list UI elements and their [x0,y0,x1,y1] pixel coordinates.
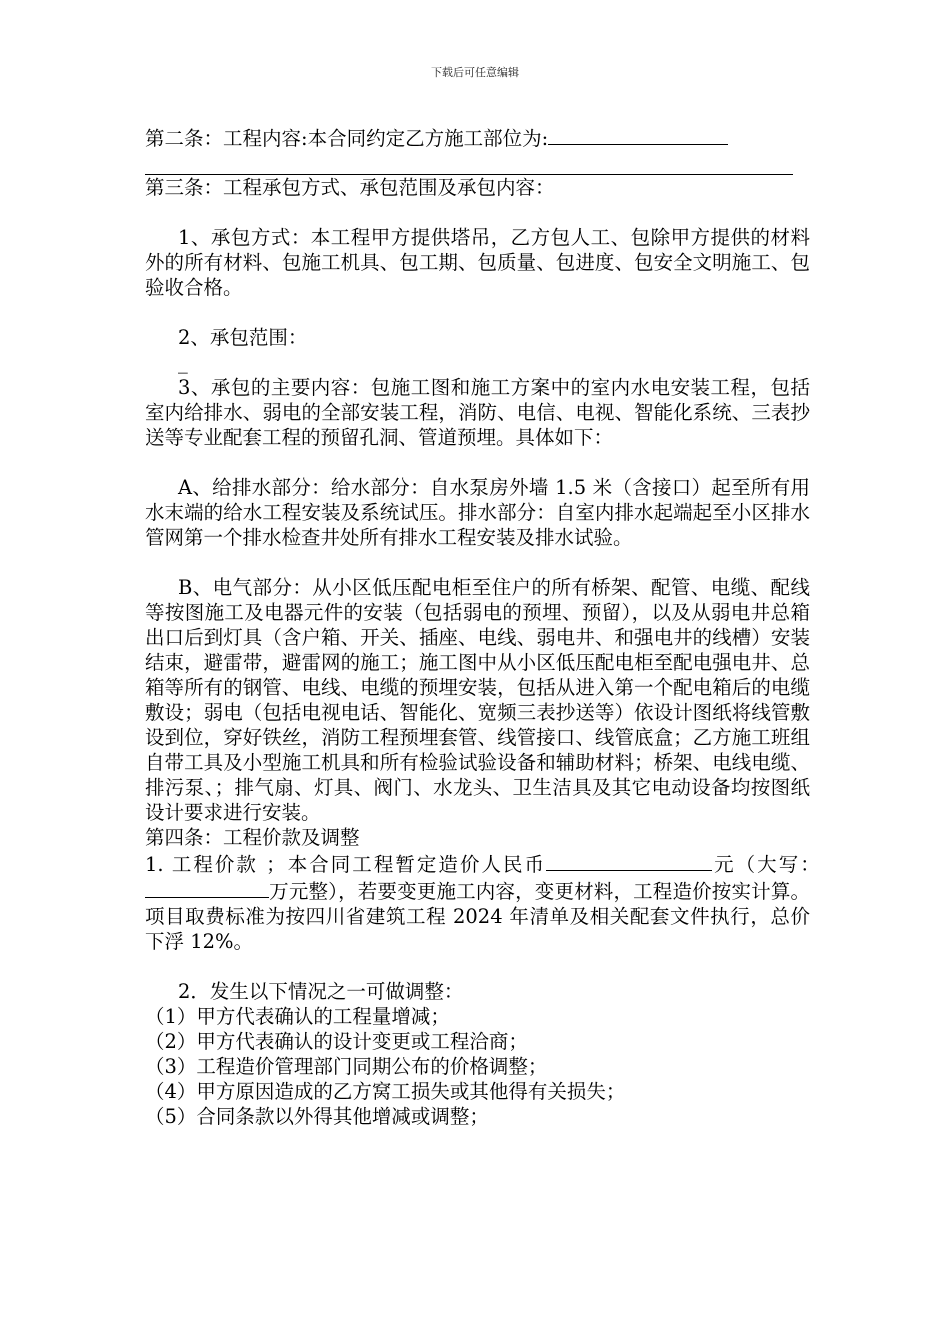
adjust-item: （4）甲方原因造成的乙方窝工损失或其他得有关损失； [145,1080,626,1103]
adjust-item: （5）合同条款以外得其他增减或调整； [145,1105,489,1128]
adjust-title: 2．发生以下情况之一可做调整： [178,980,464,1003]
price-amount-blank [546,850,712,871]
construction-area-blank [548,124,728,145]
price-capital-blank [145,877,269,898]
header-note: 下载后可任意编辑 [431,66,519,79]
adjust-item: （2）甲方代表确认的设计变更或工程洽商； [145,1030,528,1053]
price-text-b: 元（大写： [712,853,810,876]
contract-body [145,124,810,1129]
article-2-text: 第二条：工程内容:本合同约定乙方施工部位为: [145,127,549,150]
article-3-item-2: 2、承包范围： [178,326,308,349]
article-4-title: 第四条：工程价款及调整 [145,826,360,849]
article-4-price [145,850,810,954]
article-3-item-1: 1、承包方式：本工程甲方提供塔吊，乙方包人工、包除甲方提供的材料外的所有材料、包施工机具、包工期、包质量、包进度、包安全文明施工、包验收合格。 [145,226,810,299]
construction-area-blank-line [145,151,793,175]
article-3-item-b: B、电气部分：从小区低压配电柜至住户的所有桥架、配管、电缆、配线等按图施工及电器元件的安装（包括弱电的预埋、预留），以及从弱电井总箱出口后到灯具（含户箱、开关、插座、电线、弱电井、和强电井的线槽）安装结束，避雷带，避雷网的施工；施工图中从小区低压配电柜至配电强电井、总箱等所有的钢管、电线、电缆的预埋安装，包括从进入第一个配电箱后的电缆敷设；弱电（包括电视电话、智能化、宽频三表抄送等）依设计图纸将线管敷设到位，穿好铁丝，消防工程预埋套管、线管接口、线管底盒；乙方施工班组自带工具及小型施工机具和所有检验试验设备和辅助材料；桥架、电线电缆、排污泵、；排气扇、灯具、阀门、水龙头、卫生洁具及其它电动设备均按图纸设计要求进行安装。 [145,576,810,824]
article-2 [145,124,810,151]
article-3-title: 第三条：工程承包方式、承包范围及承包内容： [145,176,555,199]
article-3-item-2-blank: _ [178,351,188,374]
adjust-item: （1）甲方代表确认的工程量增减； [145,1005,450,1028]
adjust-item: （3）工程造价管理部门同期公布的价格调整； [145,1055,548,1078]
price-text-a: 1. 工程价款 ；本合同工程暂定造价人民币 [145,853,547,876]
article-3-item-a: A、给排水部分：给水部分：自水泵房外墙 1.5 米（含接口）起至所有用水末端的给水工程安装及系统试压。排水部分：自室内排水起端起至小区排水管网第一个排水检查井处所有排水工程安装及排水试验。 [145,476,810,549]
price-text-c: 万元整），若要变更施工内容，变更材料，工程造价按实计算。项目取费标准为按四川省建筑工程 2024 年清单及相关配套文件执行，总价下浮 12%。 [145,880,810,953]
article-3-item-3: 3、承包的主要内容：包施工图和施工方案中的室内水电安装工程，包括室内给排水、弱电的全部安装工程，消防、电信、电视、智能化系统、三表抄送等专业配套工程的预留孔洞、管道预埋。具体如下： [145,376,810,449]
